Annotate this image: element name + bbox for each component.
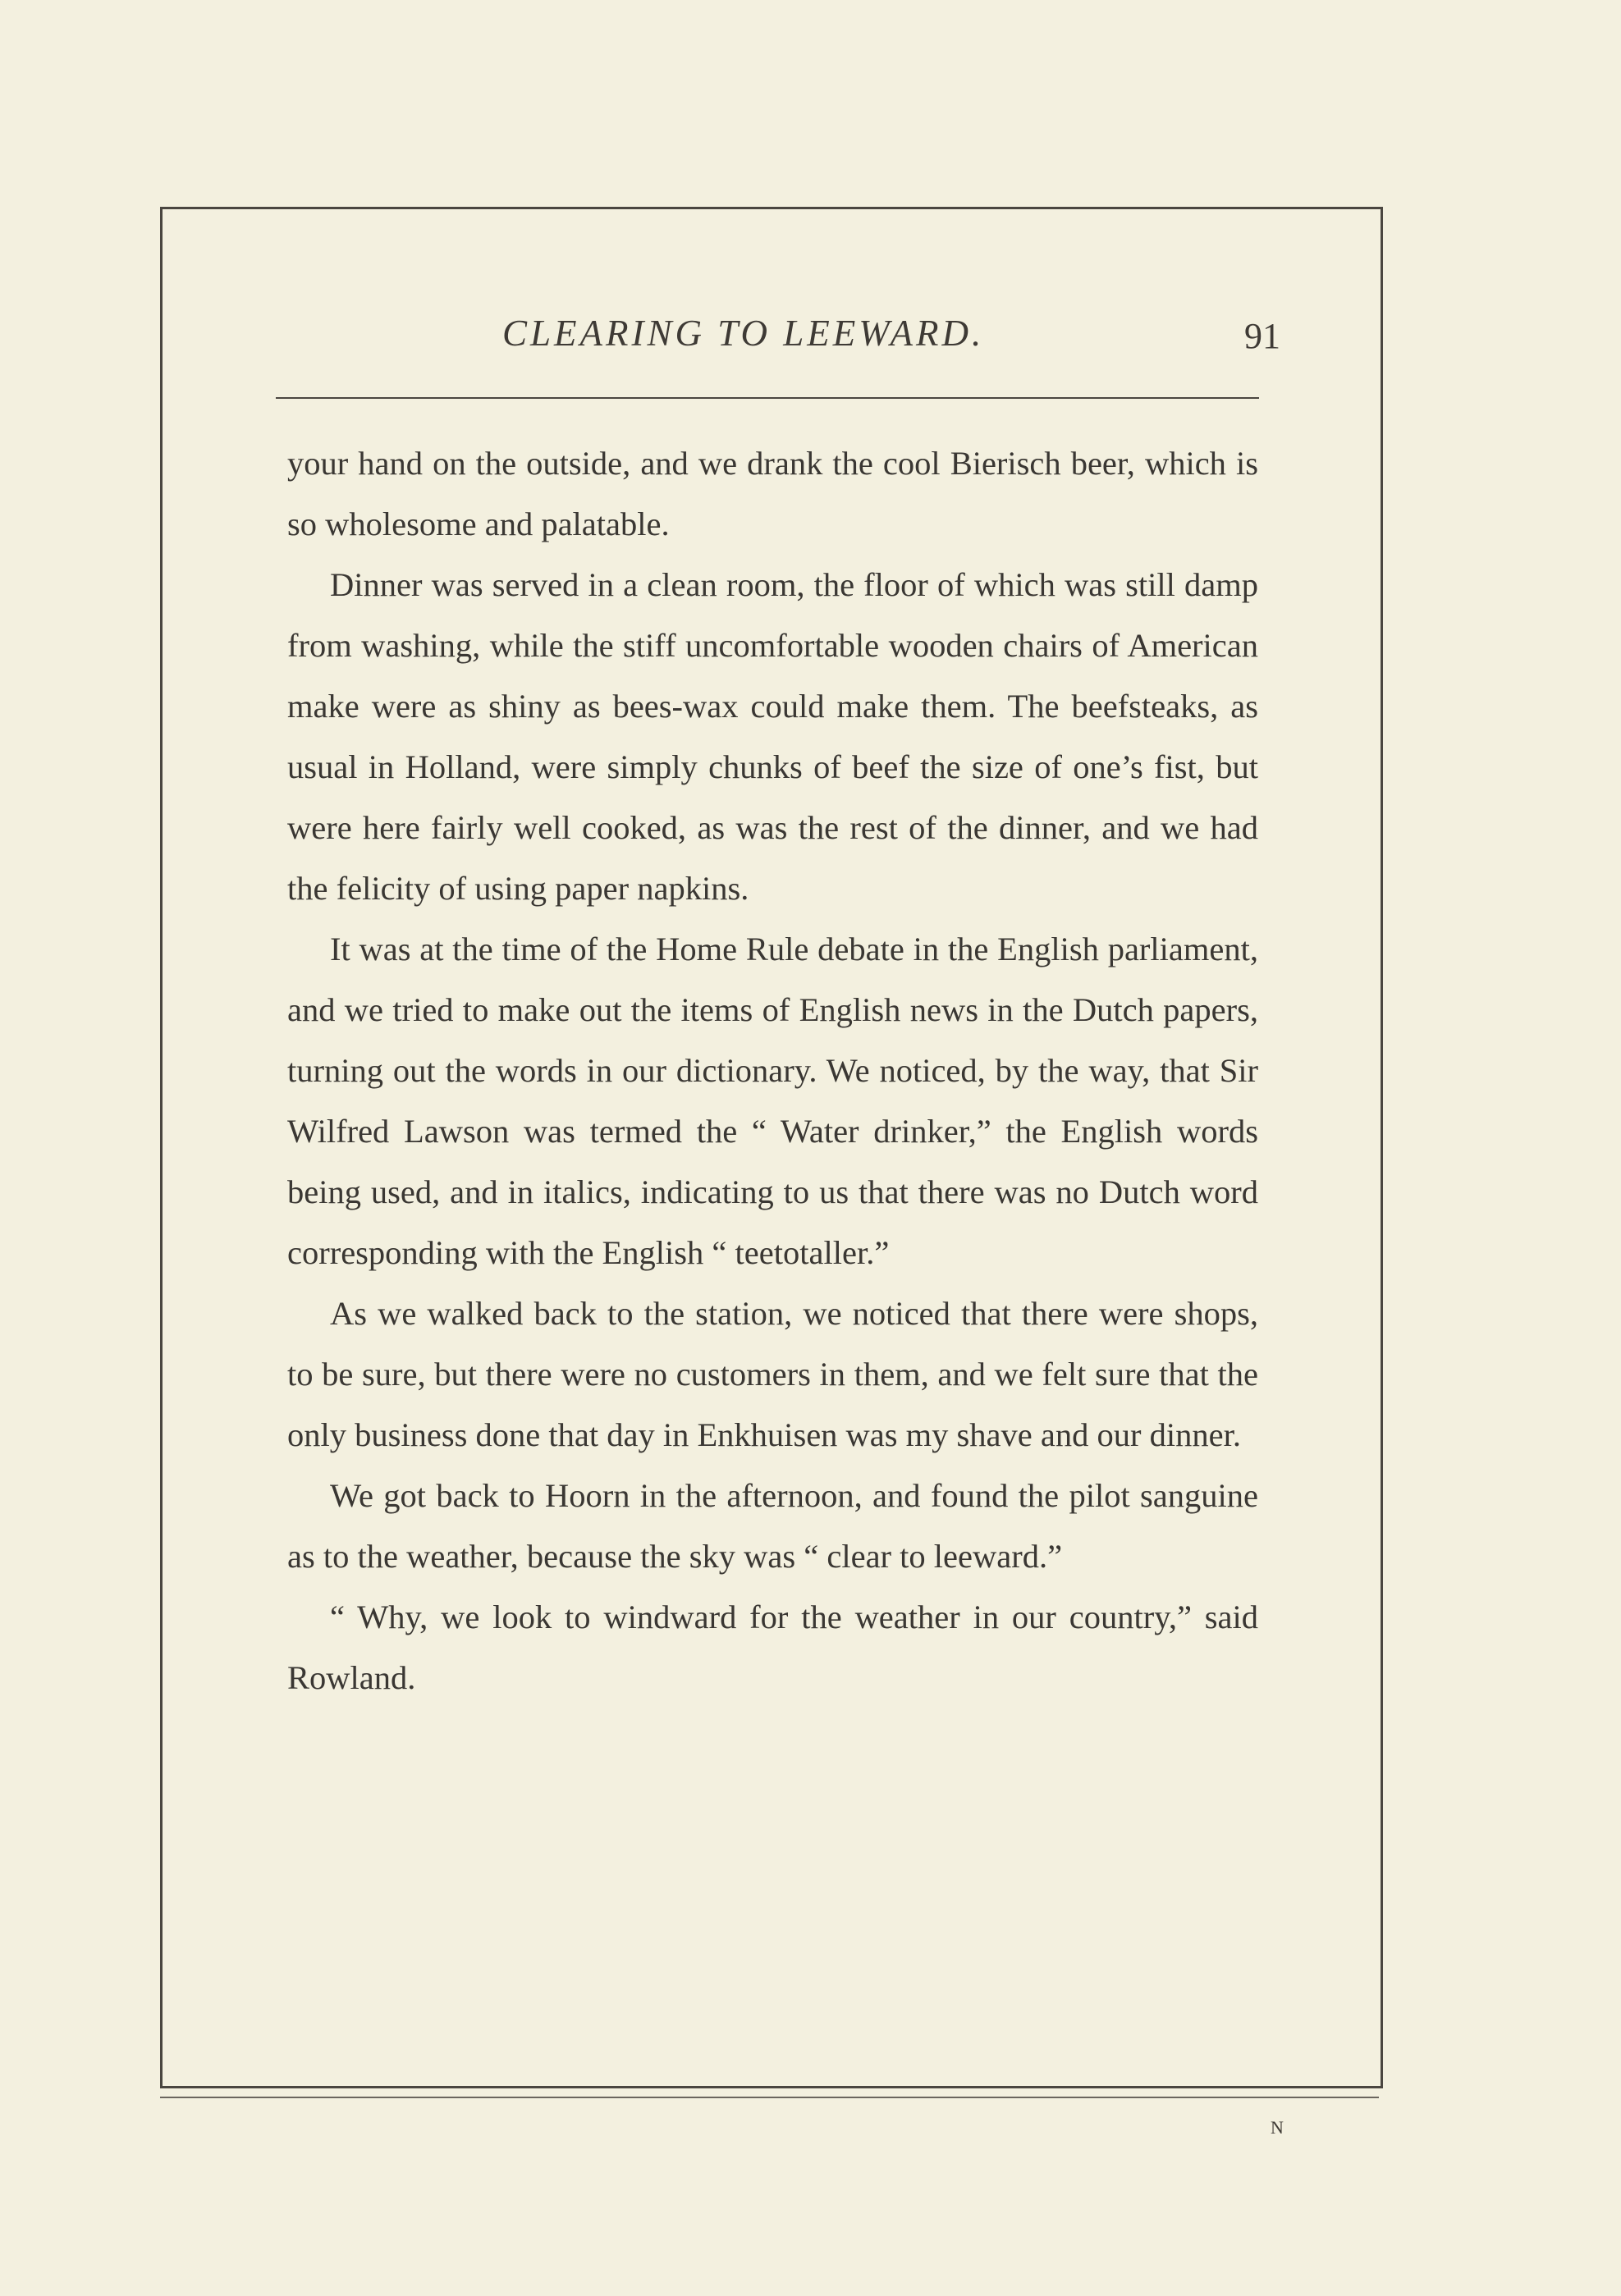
running-title: CLEARING TO LEEWARD.: [502, 313, 985, 354]
paragraph: As we walked back to the station, we noticed that there were shops, to be sure, but there were no customers in them, and we felt sure that the only business done that day in Enkhuisen was my shave and our dinner.: [287, 1295, 1258, 1453]
paragraph: It was at the time of the Home Rule debate in the English parliament, and we tried to make out the items of English news in the Dutch papers, turning out the words in our dictionary. We noticed, by the way, that Sir Wilfred Lawson was termed the “ Water drinker,” the English words being used, and in italics, indicating to us that there was no Dutch word corresponding with the English “ teetotaller.”: [287, 931, 1258, 1271]
page-number: 91: [1244, 316, 1280, 356]
paragraph: “ Why, we look to windward for the weather in our country,” said Rowland.: [287, 1599, 1258, 1696]
body-text: [287, 433, 1258, 1708]
running-head: [287, 312, 1280, 377]
signature-mark: N: [1271, 2117, 1284, 2138]
paragraph: your hand on the outside, and we drank the cool Bierisch beer, which is so wholesome and palatable.: [287, 445, 1258, 542]
paragraph: We got back to Hoorn in the afternoon, and found the pilot sanguine as to the weather, because the sky was “ clear to leeward.”: [287, 1477, 1258, 1575]
page-bottom-rule: [160, 2097, 1379, 2098]
paragraph: Dinner was served in a clean room, the floor of which was still damp from washing, while the stiff uncomfortable wooden chairs of American make were as shiny as bees-wax could make them. The beefsteaks, as usual in Holland, were simply chunks of beef the size of one’s fist, but were here fairly well cooked, as was the rest of the dinner, and we had the felicity of using paper napkins.: [287, 566, 1258, 907]
header-rule: [276, 397, 1259, 399]
